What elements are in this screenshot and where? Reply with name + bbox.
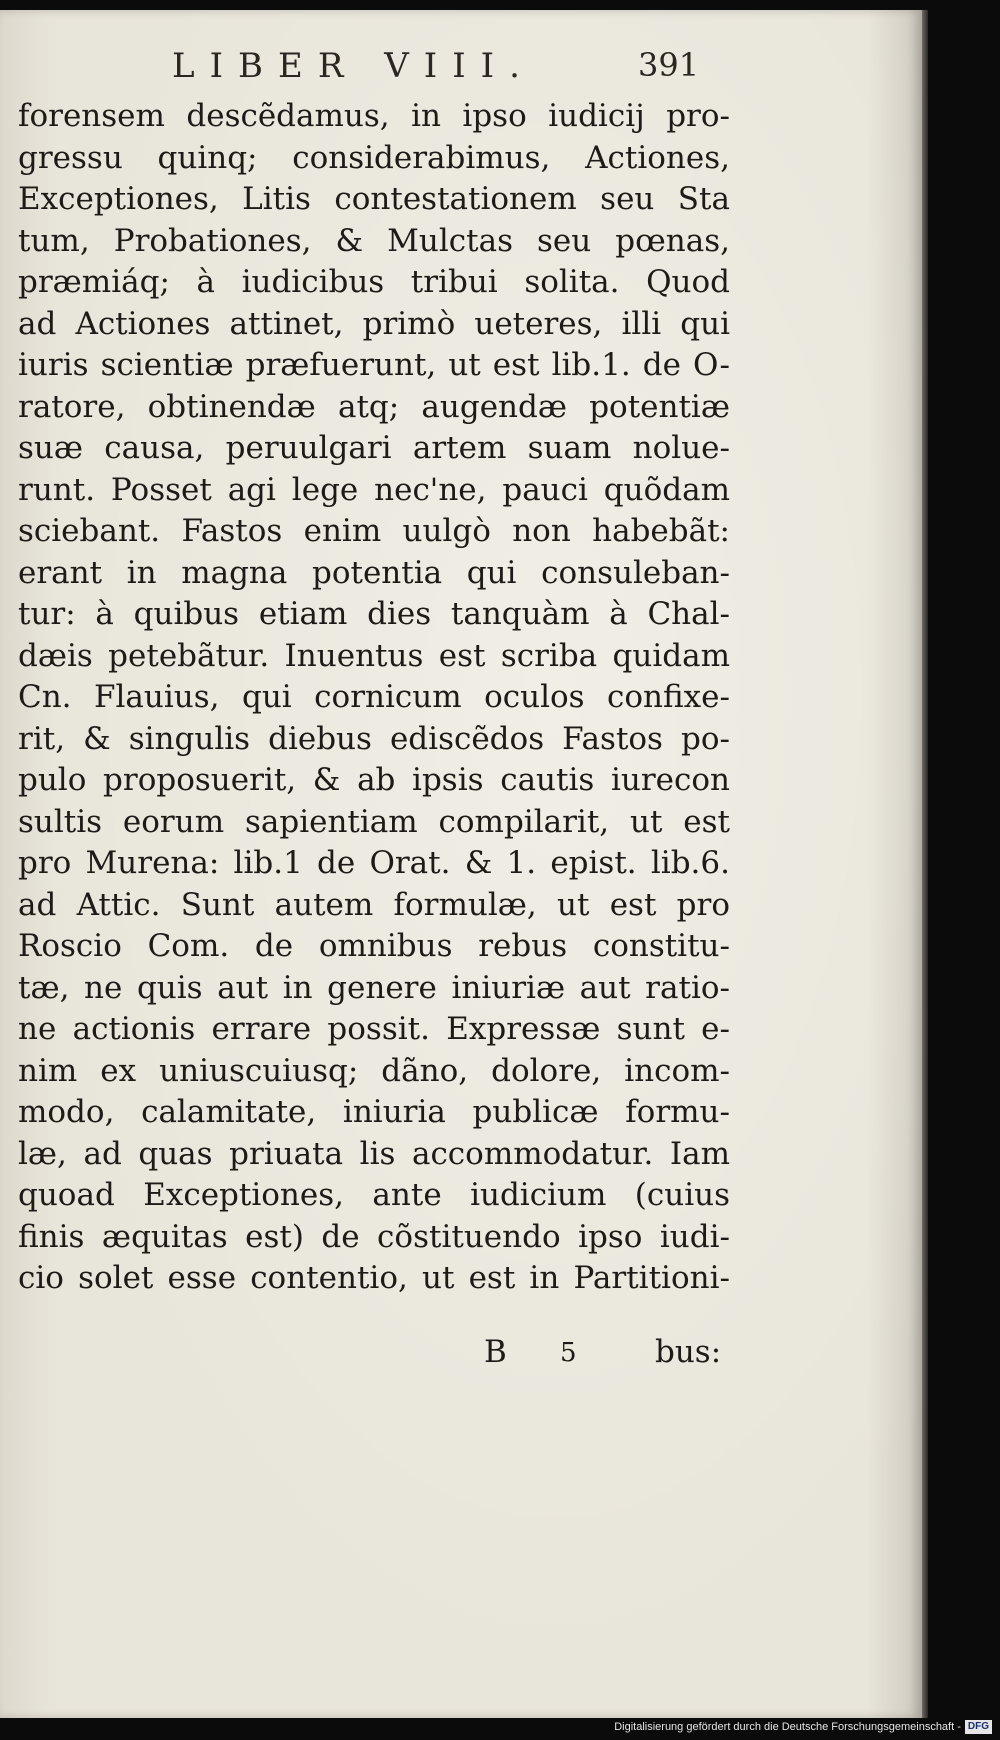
text-line: tur: à quibus etiam dies tanquàm à Chal- xyxy=(18,596,730,632)
running-head: LIBER VIII. xyxy=(172,46,535,86)
text-line: pulo proposuerit, & ab ipsis cautis iurecon xyxy=(18,762,730,798)
text-line: ad Attic. Sunt autem formulæ, ut est pro xyxy=(18,886,730,923)
signature-line xyxy=(0,1334,730,1376)
text-line: gressu quinq; considerabimus, Actiones, xyxy=(18,139,730,176)
signature-mark: B xyxy=(484,1334,507,1370)
digitization-notice xyxy=(614,1718,992,1736)
text-line: pro Murena: lib.1 de Orat. & 1. epist. lib.6. xyxy=(18,845,730,881)
text-line: erant in magna potentia qui consuleban- xyxy=(18,554,730,591)
text-line: Roscio Com. de omnibus rebus constitu- xyxy=(18,928,730,964)
text-line: ne actionis errare possit. Expressæ sunt e- xyxy=(18,1011,730,1047)
text-line: rit, & singulis diebus ediscẽdos Fastos po- xyxy=(18,720,730,757)
text-line: læ, ad quas priuata lis accommodatur. Iam xyxy=(18,1135,730,1172)
text-line: cio solet esse contentio, ut est in Partitioni- xyxy=(18,1260,730,1296)
text-line: finis æquitas est) de cõstituendo ipso iudi- xyxy=(18,1218,730,1255)
catchword: bus: xyxy=(655,1334,722,1370)
signature-number: 5 xyxy=(560,1338,577,1368)
book-page xyxy=(0,10,922,1718)
text-line: ad Actiones attinet, primò ueteres, illi qui xyxy=(18,305,730,342)
text-line: sciebant. Fastos enim uulgò non habebãt: xyxy=(18,513,730,549)
text-line: sultis eorum sapientiam compilarit, ut est xyxy=(18,803,730,840)
text-line: Cn. Flauius, qui cornicum oculos confixe- xyxy=(18,679,730,715)
text-line: modo, calamitate, iniuria publicæ formu- xyxy=(18,1094,730,1130)
dfg-logo-icon: DFG xyxy=(965,1720,992,1734)
text-line: runt. Posset agi lege nec'ne, pauci quõdam xyxy=(18,471,730,508)
text-line: ratore, obtinendæ atq; augendæ potentiæ xyxy=(18,388,730,425)
body-text xyxy=(18,96,730,1300)
text-line: tæ, ne quis aut in genere iniuriæ aut ratio- xyxy=(18,969,730,1006)
page-edge-shadow xyxy=(922,10,928,1718)
page-number: 391 xyxy=(638,46,700,84)
text-line: forensem descẽdamus, in ipso iudicij pro- xyxy=(18,98,730,134)
text-line: quoad Exceptiones, ante iudicium (cuius xyxy=(18,1177,730,1213)
text-line: præmiáq; à iudicibus tribui solita. Quod xyxy=(18,264,730,300)
text-line: suæ causa, peruulgari artem suam nolue- xyxy=(18,430,730,466)
text-line: nim ex uniuscuiusq; dãno, dolore, incom- xyxy=(18,1052,730,1089)
text-line: dæis petebãtur. Inuentus est scriba quidam xyxy=(18,637,730,674)
text-line: iuris scientiæ præfuerunt, ut est lib.1. de O- xyxy=(18,347,730,383)
digitization-text: Digitalisierung gefördert durch die Deutsche Forschungsgemeinschaft - xyxy=(614,1721,961,1733)
text-line: Exceptiones, Litis contestationem seu Sta xyxy=(18,181,730,217)
text-line: tum, Probationes, & Mulctas seu pœnas, xyxy=(18,222,730,259)
